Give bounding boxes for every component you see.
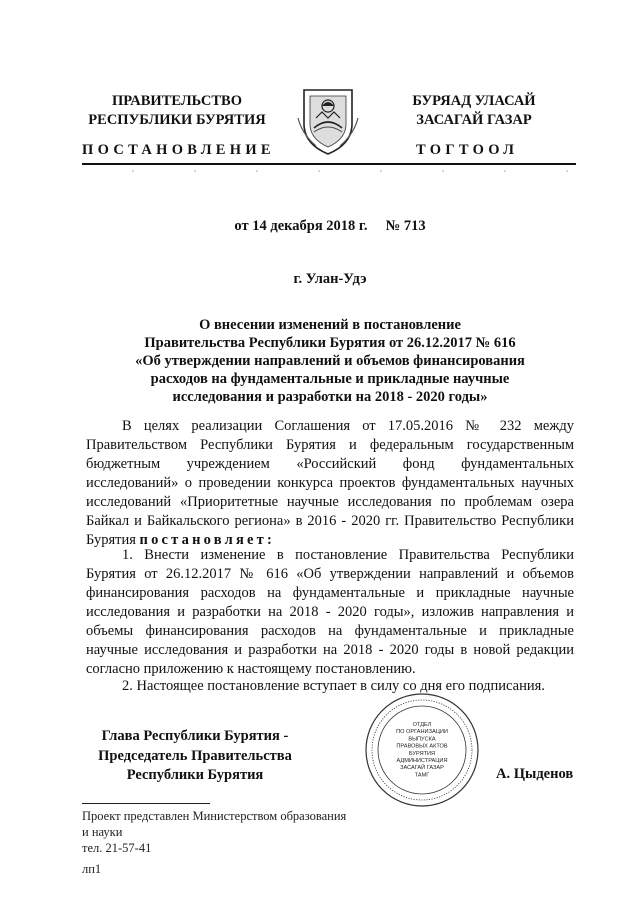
signatory-title-line1: Глава Республики Бурятия - xyxy=(101,728,289,744)
signatory-title-line2: Председатель Правительства xyxy=(98,747,292,764)
footer-divider xyxy=(82,803,210,804)
signatory-title xyxy=(90,727,300,786)
official-seal-icon xyxy=(364,692,480,808)
subject-line3: «Об утверждении направлений и объемов финансирования xyxy=(135,353,525,369)
header-dotted-line xyxy=(82,166,576,176)
date-number-text: от 14 декабря 2018 г. № 713 xyxy=(234,218,426,234)
header-left-line1: ПРАВИТЕЛЬСТВО xyxy=(112,93,242,109)
buryatia-coat-of-arms-icon xyxy=(296,84,360,156)
header-left-line2: РЕСПУБЛИКИ БУРЯТИЯ xyxy=(88,112,266,128)
seal-text-line: АДМИНИСТРАЦИЯ xyxy=(396,758,448,764)
decree-colon: : xyxy=(266,532,272,548)
subject-block xyxy=(60,316,600,406)
subject-line5: исследования и разработки на 2018 - 2020 годы» xyxy=(172,389,488,405)
decree-word: постановляет xyxy=(139,532,267,548)
date-number xyxy=(60,218,600,235)
seal-text-line: ПРАВОВЫХ АКТОВ xyxy=(396,743,448,750)
signatory-name: А. Цыденов xyxy=(496,766,574,782)
preamble-paragraph xyxy=(86,417,574,550)
subject-line4: расходов на фундаментальные и прикладные научные xyxy=(150,371,510,387)
seal-text-line: ОТДЕЛ xyxy=(412,722,432,728)
doc-type-right: ТОГТООЛ xyxy=(416,142,519,158)
footer-line1: Проект представлен Министерством образования xyxy=(82,809,347,823)
header-divider xyxy=(82,163,576,165)
footer-line2: и науки xyxy=(82,825,123,839)
item1-paragraph: 1. Внести изменение в постановление Правительства Республики Бурятия от 26.12.2017 № 616 «Об утверждении направлений и объемов финансирования расходов на фундаментальные и прикладные научные исследования и разработки на 2018 - 2020 годы», изложив направления и объемы финансирования расходов на фундаментальные и прикладные научные исследования и разработки на 2018 - 2020 годы в новой редакции согласно приложению к настоящему постановлению. xyxy=(86,547,574,677)
header-right xyxy=(384,92,564,130)
place: г. Улан-Удэ xyxy=(293,271,367,287)
seal-text-line: ВЫПУСКА xyxy=(408,736,436,743)
signatory-title-line3: Республики Бурятия xyxy=(126,767,264,783)
header-right-line1: БУРЯАД УЛАСАЙ xyxy=(412,93,536,109)
seal-text-line: БУРЯТИЯ xyxy=(408,750,436,757)
footer-line3: тел. 21-57-41 xyxy=(82,841,152,855)
doc-type-left: ПОСТАНОВЛЕНИЕ xyxy=(82,142,275,158)
subject-line1: О внесении изменений в постановление xyxy=(199,317,461,333)
item2-paragraph: 2. Настоящее постановление вступает в силу со дня его подписания. xyxy=(122,678,545,694)
seal-text-line: ПО ОРГАНИЗАЦИИ xyxy=(396,729,448,736)
seal-text-line: ЗАСАГАЙ ГАЗАР xyxy=(400,765,444,772)
seal-text-line: ТАМГ xyxy=(414,772,430,779)
subject-line2: Правительства Республики Бурятия от 26.12.2017 № 616 xyxy=(144,335,516,351)
preamble-text: В целях реализации Соглашения от 17.05.2016 № 232 между Правительством Республики Бурятия и федеральным государственным бюджетным учреждением «Российский фонд фундаментальных исследований» о проведении конкурса проектов фундаментальных научных исследований «Приоритетные научные исследования по проблемам озера Байкал и Байкальского региона» в 2016 - 2020 гг. Правительство Республики Бурятия xyxy=(86,418,574,548)
header-right-line2: ЗАСАГАЙ ГАЗАР xyxy=(416,112,532,128)
header-left xyxy=(82,92,272,130)
footer-line4: лп1 xyxy=(82,862,102,876)
